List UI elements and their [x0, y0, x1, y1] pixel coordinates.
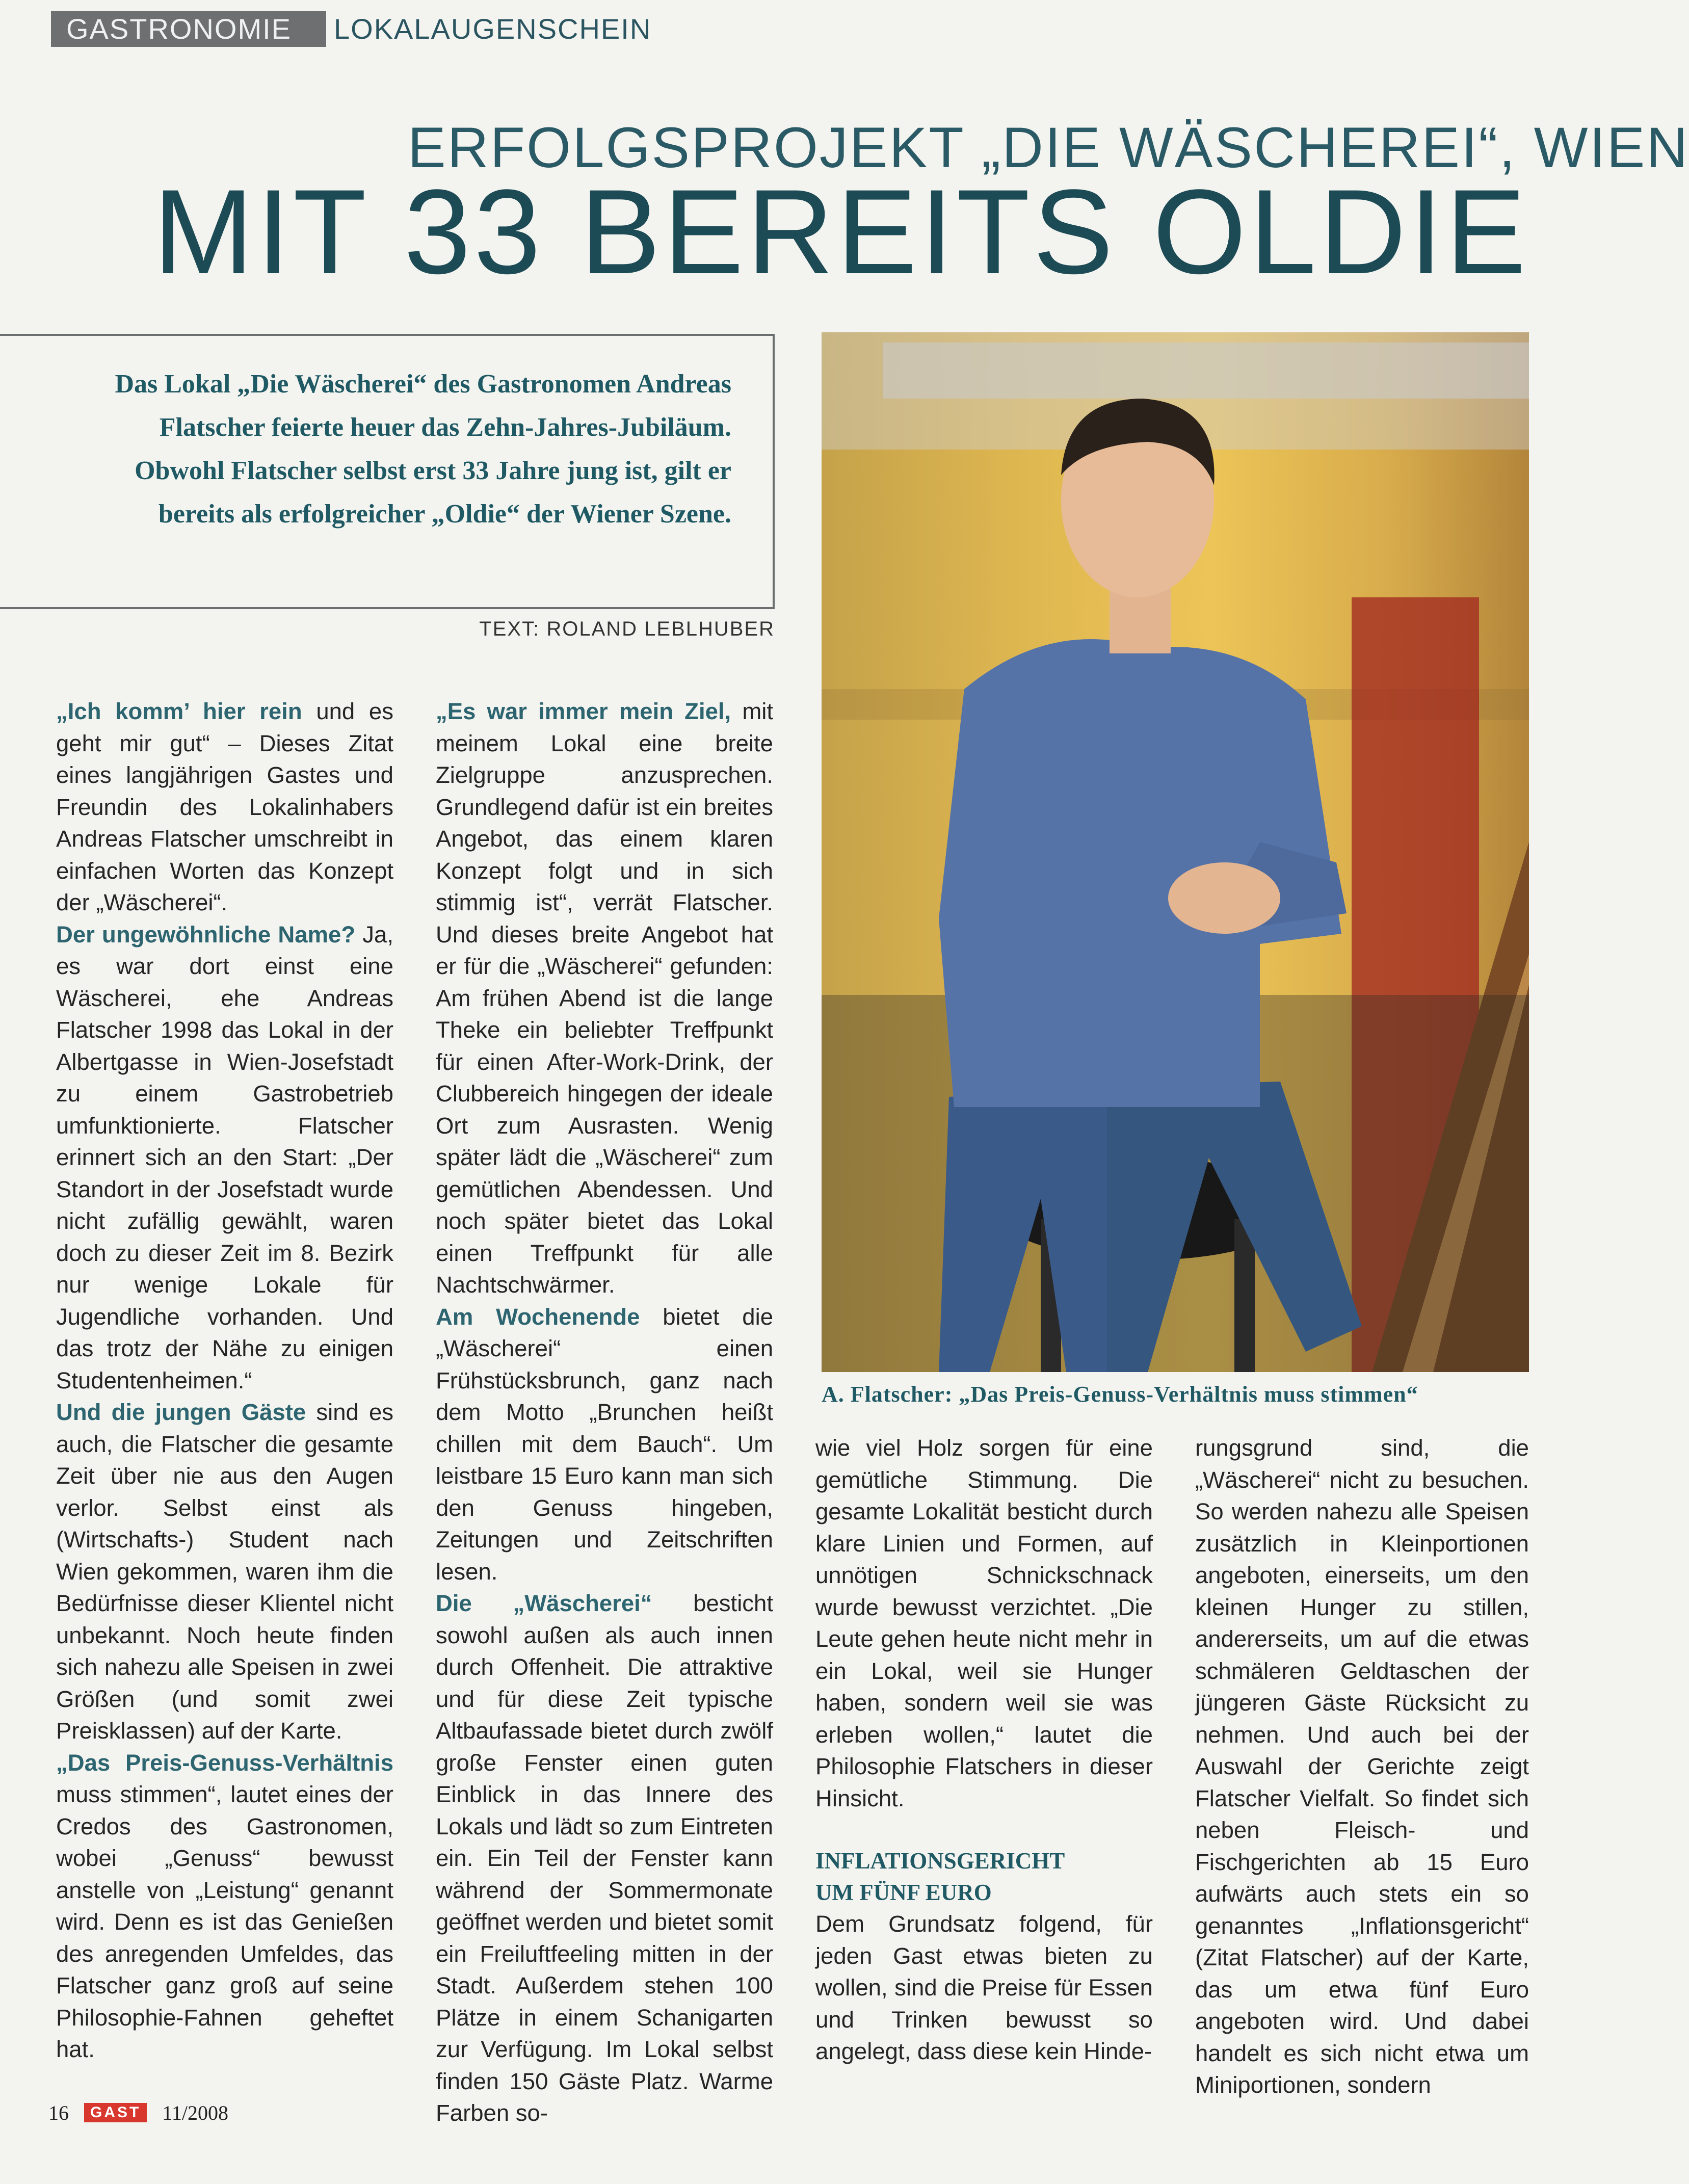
lead-in: „Es war immer mein Ziel,: [436, 698, 731, 724]
lead-in: Und die jungen Gäste: [56, 1399, 306, 1425]
lead-in: „Ich komm’ hier rein: [56, 698, 302, 724]
paragraph-text: mit meinem Lokal eine breite Zielgruppe anzusprechen. Grundlegend dafür ist ein breites Angebot, das einem klaren Konzept folgt und in sich stimmig ist“, verrät Flatscher. Und dieses breite Angebot hat er für die „Wäscherei“ gefunden: Am frühen Abend ist die lange Theke ein beliebter Treffpunkt für einen After-Work-Drink, der Clubbereich hingegen der ideale Ort zum Ausrasten. Wenig später lädt die „Wäscherei“ zum gemütlichen Abendessen. Und noch später bietet das Lokal einen Treffpunkt für alle Nachtschwärmer.: [436, 698, 773, 1298]
subheading-line-1: INFLATIONSGERICHT: [815, 1848, 1065, 1874]
paragraph: [56, 919, 393, 1397]
paragraph-text: muss stimmen“, lautet eines der Credos des Gastronomen, wobei „Genuss“ bewusst anstelle von „Leistung“ genannt wird. Denn es ist das Genießen des anregenden Umfeldes, das Flatscher ganz groß auf seine Philosophie-Fahnen geheftet hat.: [56, 1781, 393, 2062]
byline: TEXT: ROLAND LEBLHUBER: [479, 618, 775, 640]
headline: MIT 33 BEREITS OLDIE: [153, 165, 1529, 299]
paragraph: rungsgrund sind, die „Wäscherei“ nicht zu besuchen. So werden nahezu alle Speisen zusätzlich in Kleinportionen angeboten, einerseits, um den kleinen Hunger zu stillen, andererseits, um auf die etwas schmäleren Geldtaschen der jüngeren Gäste Rücksicht zu nehmen. Und auch bei der Auswahl der Gerichte zeigt Flatscher Vielfalt. So findet sich neben Fleisch- und Fischgerichten ab 15 Euro aufwärts auch stets ein so genanntes „Inflationsgericht“ (Zitat Flatscher) auf der Karte, das um etwa fünf Euro angeboten wird. Und dabei handelt es sich nicht etwa um Miniportionen, sondern: [1195, 1435, 1529, 2098]
section-bar: [0, 0, 1529, 51]
subheading: [815, 1845, 1153, 1908]
section-subcategory: LOKALAUGENSCHEIN: [334, 13, 652, 45]
subheading-line-2: UM FÜNF EURO: [815, 1880, 992, 1905]
paragraph: wie viel Holz sorgen für eine gemütliche Stimmung. Die gesamte Lokalität besticht durch klare Linien und Formen, auf unnötigen Schnickschnack wurde bewusst verzichtet. „Die Leute gehen heute nicht mehr in ein Lokal, weil sie Hunger haben, sondern weil sie was erleben wollen,“ lautet die Philosophie Flatschers in dieser Hinsicht.: [815, 1435, 1153, 1811]
paragraph-text: und es geht mir gut“ – Dieses Zitat eines langjährigen Gastes und Freundin des Lokalinhabers Andreas Flatscher umschreibt in einfachen Worten das Konzept der „Wäscherei“.: [56, 698, 393, 915]
article-column-3: [815, 1432, 1153, 2068]
paragraph: [56, 696, 393, 919]
lead-in: Am Wochenende: [436, 1303, 640, 1330]
lead-in: Die „Wäscherei“: [436, 1590, 652, 1616]
portrait-illustration: [822, 332, 1529, 1372]
paragraph: Dem Grundsatz folgend, für jeden Gast etwas bieten zu wollen, sind die Preise für Essen und Trinken bewusst so angelegt, dass diese kein Hinde-: [815, 1911, 1153, 2064]
photo-caption: A. Flatscher: „Das Preis-Genuss-Verhältnis muss stimmen“: [822, 1382, 1418, 1407]
issue-date: 11/2008: [162, 2101, 228, 2124]
paragraph-text: sind es auch, die Flatscher die gesamte Zeit über nie aus den Augen verlor. Selbst einst als (Wirtschafts-) Student nach Wien gekommen, waren ihm die Bedürfnisse dieser Klientel nicht unbekannt. Noch heute finden sich nahezu alle Speisen in zwei Größen (und somit zwei Preisklassen) auf der Karte.: [56, 1399, 393, 1744]
paragraph: [436, 696, 773, 1301]
paragraph: [436, 1588, 773, 2129]
kicker: ERFOLGSPROJEKT „DIE WÄSCHEREI“, WIEN: [408, 116, 1689, 179]
page-number: 16: [48, 2101, 69, 2124]
paragraph: [56, 1747, 393, 2066]
paragraph: [436, 1301, 773, 1588]
lead-in: „Das Preis-Genuss-Verhältnis: [56, 1749, 393, 1776]
section-category: GASTRONOMIE: [51, 11, 326, 47]
lead-in: Der ungewöhnliche Name?: [56, 921, 356, 948]
portrait-photo: [822, 332, 1529, 1372]
magazine-logo: GAST: [84, 2103, 147, 2122]
paragraph: [56, 1397, 393, 1747]
article-column-1: [56, 696, 393, 2066]
paragraph-text: bietet die „Wäscherei“ einen Frühstücksbrunch, ganz nach dem Motto „Brunchen heißt chillen mit dem Bauch“. Um leistbare 15 Euro kann man sich den Genuss hingeben, Zeitungen und Zeitschriften lesen.: [436, 1303, 773, 1585]
teaser-text: Das Lokal „Die Wäscherei“ des Gastronomen Andreas Flatscher feierte heuer das Zehn-Jahres-Jubiläum. Obwohl Flatscher selbst erst 33 Jahre jung ist, gilt er bereits als erfolgreicher „Oldie“ der Wiener Szene.: [115, 370, 731, 529]
page-footer: [48, 2097, 228, 2128]
article-column-2: [436, 696, 773, 2129]
teaser-box: [0, 334, 775, 609]
paragraph-text: Ja, es war dort einst eine Wäscherei, ehe Andreas Flatscher 1998 das Lokal in der Albertgasse in Wien-Josefstadt zu einem Gastrobetrieb umfunktionierte. Flatscher erinnert sich an den Start: „Der Standort in der Josefstadt wurde nicht zufällig gewählt, waren doch zu dieser Zeit im 8. Bezirk nur wenige Lokale für Jugendliche vorhanden. Und das trotz der Nähe zu einigen Studentenheimen.“: [56, 921, 393, 1393]
article-column-4: [1195, 1432, 1529, 2101]
paragraph-text: besticht sowohl außen als auch innen durch Offenheit. Die attraktive und für diese Zeit typische Altbaufassade bietet durch zwölf große Fenster einen guten Einblick in das Innere des Lokals und lädt so zum Eintreten ein. Ein Teil der Fenster kann während der Sommermonate geöffnet werden und bietet somit ein Freiluftfeeling mitten in der Stadt. Außerdem stehen 100 Plätze in einem Schanigarten zur Verfügung. Im Lokal selbst finden 150 Gäste Platz. Warme Farben so-: [436, 1590, 774, 2126]
